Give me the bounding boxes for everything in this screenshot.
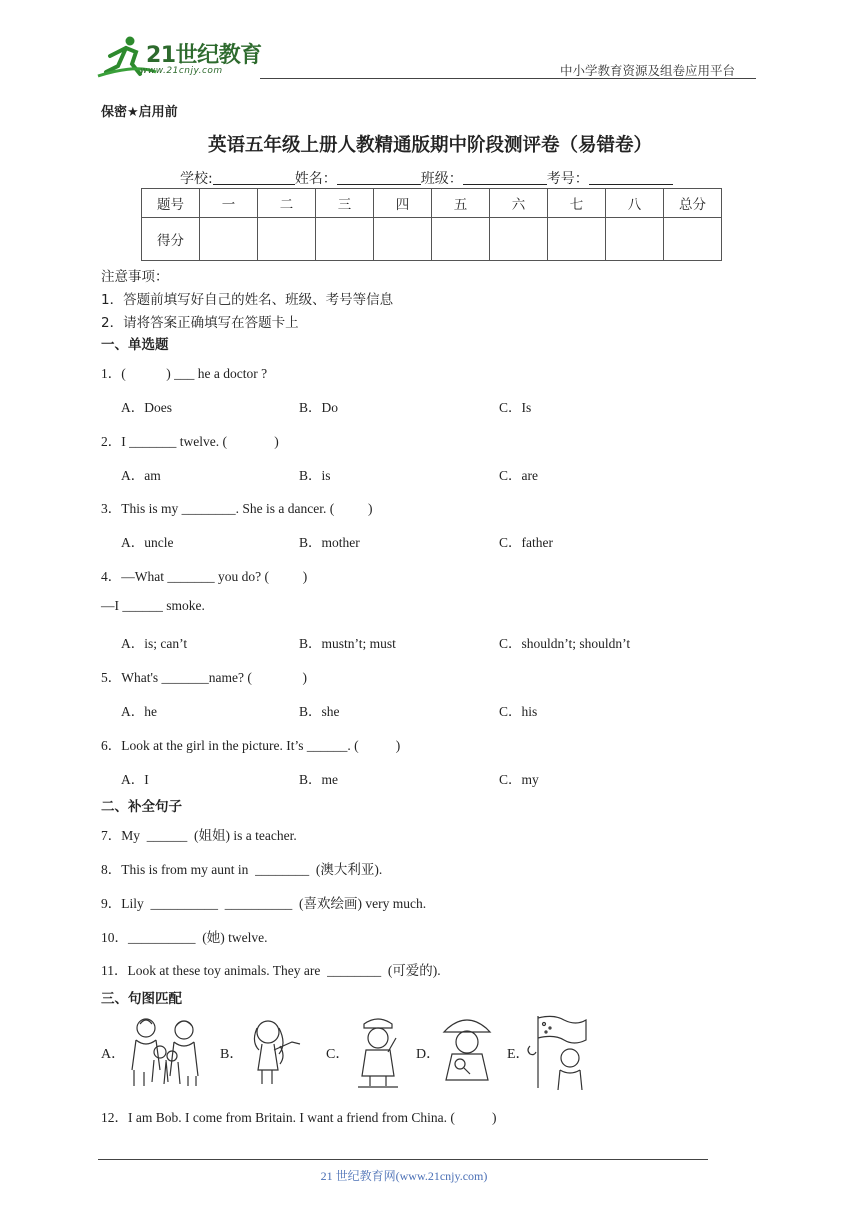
- detective-picture: [440, 1014, 494, 1086]
- option-a[interactable]: A．Does: [121, 400, 172, 415]
- logo-url: www.21cnjy.com: [140, 66, 223, 76]
- exam-no-label: 考号：: [546, 171, 589, 187]
- row-label-question: 题号: [142, 189, 200, 218]
- class-label: 班级：: [420, 171, 463, 187]
- score-cell[interactable]: [432, 218, 490, 261]
- header-divider: [260, 78, 756, 79]
- question-stem-line2: —I ______ smoke.: [101, 598, 205, 613]
- question-stem: 9．Lily __________ __________ (喜欢绘画) very much.: [101, 896, 427, 911]
- question-stem: 8．This is from my aunt in ________ (澳大利亚).: [101, 862, 383, 877]
- question-stem: 6．Look at the girl in the picture. It’s ______. ( ): [101, 738, 401, 753]
- exam-no-blank[interactable]: [589, 170, 673, 185]
- option-a[interactable]: A．is; can’t: [121, 636, 188, 651]
- col-header: 一: [200, 189, 258, 218]
- question-stem: 3．This is my ________. She is a dancer. ( ): [101, 501, 373, 516]
- option-b[interactable]: B．she: [299, 704, 340, 719]
- question-stem: 12．I am Bob. I come from Britain. I want a friend from China. ( ): [101, 1110, 497, 1125]
- note-item: 1．答题前填写好自己的姓名、班级、考号等信息: [101, 292, 394, 308]
- col-header: 四: [374, 189, 432, 218]
- score-cell[interactable]: [316, 218, 374, 261]
- section-heading: 一、单选题: [101, 337, 169, 353]
- student-info-line: [180, 168, 673, 188]
- notes-heading: 注意事项：: [101, 269, 169, 285]
- option-c[interactable]: C．Is: [499, 400, 532, 415]
- option-a[interactable]: A．I: [121, 772, 149, 787]
- score-cell[interactable]: [606, 218, 664, 261]
- police-officer-picture: [352, 1014, 404, 1090]
- question-stem: 4．—What _______ you do? ( ): [101, 569, 308, 584]
- score-cell[interactable]: [490, 218, 548, 261]
- question-stem: 10．__________ (她) twelve.: [101, 930, 268, 945]
- score-cell[interactable]: [200, 218, 258, 261]
- notes: [101, 266, 393, 335]
- picture-label-e: E．: [507, 1047, 530, 1062]
- school-blank[interactable]: [213, 170, 295, 185]
- option-c[interactable]: C．my: [499, 772, 539, 787]
- score-cell[interactable]: [258, 218, 316, 261]
- option-b[interactable]: B．Do: [299, 400, 339, 415]
- col-header: 总分: [664, 189, 722, 218]
- picture-label-c: C．: [326, 1047, 350, 1062]
- option-c[interactable]: C．shouldn’t; shouldn’t: [499, 636, 631, 651]
- section-heading: 三、句图匹配: [101, 991, 182, 1007]
- question-stem: 2．I _______ twelve. ( ): [101, 434, 279, 449]
- logo-text: 21世纪教育: [146, 43, 262, 68]
- footer-divider: [98, 1159, 708, 1160]
- name-label: 姓名：: [294, 171, 337, 187]
- question-stem: 5．What's _______name? ( ): [101, 670, 308, 685]
- flag-boy-picture: [524, 1012, 590, 1090]
- question-stem: 11．Look at these toy animals. They are ________ (可爱的).: [101, 963, 441, 978]
- option-a[interactable]: A．uncle: [121, 535, 174, 550]
- score-table: [141, 188, 722, 261]
- question-stem: 1．( ) ___ he a doctor ?: [101, 366, 268, 381]
- school-label: 学校:: [180, 171, 213, 187]
- col-header: 三: [316, 189, 374, 218]
- col-header: 二: [258, 189, 316, 218]
- picture-label-d: D．: [416, 1047, 441, 1062]
- class-blank[interactable]: [463, 170, 547, 185]
- row-label-score: 得分: [142, 218, 200, 261]
- picture-label-b: B．: [220, 1047, 244, 1062]
- page-title: 英语五年级上册人教精通版期中阶段测评卷（易错卷）: [207, 135, 652, 156]
- option-b[interactable]: B．me: [299, 772, 338, 787]
- col-header: 八: [606, 189, 664, 218]
- secret-label: 保密★启用前: [101, 105, 178, 120]
- option-c[interactable]: C．father: [499, 535, 553, 550]
- col-header: 五: [432, 189, 490, 218]
- score-cell[interactable]: [664, 218, 722, 261]
- girl-picture: [244, 1014, 310, 1086]
- option-a[interactable]: A．am: [121, 468, 161, 483]
- option-b[interactable]: B．is: [299, 468, 331, 483]
- question-stem: 7．My ______ (姐姐) is a teacher.: [101, 828, 297, 843]
- option-c[interactable]: C．are: [499, 468, 538, 483]
- note-item: 2．请将答案正确填写在答题卡上: [101, 315, 299, 331]
- score-cell[interactable]: [374, 218, 432, 261]
- option-b[interactable]: B．mother: [299, 535, 360, 550]
- col-header: 六: [490, 189, 548, 218]
- score-cell[interactable]: [548, 218, 606, 261]
- section-heading: 二、补全句子: [101, 799, 182, 815]
- option-c[interactable]: C．his: [499, 704, 538, 719]
- picture-label-a: A．: [101, 1047, 126, 1062]
- family-picture: [126, 1014, 206, 1088]
- platform-name: 中小学教育资源及组卷应用平台: [560, 63, 736, 78]
- option-a[interactable]: A．he: [121, 704, 157, 719]
- footer-text[interactable]: 21 世纪教育网(www.21cnjy.com): [320, 1169, 488, 1183]
- option-b[interactable]: B．mustn’t; must: [299, 636, 396, 651]
- col-header: 七: [548, 189, 606, 218]
- name-blank[interactable]: [337, 170, 421, 185]
